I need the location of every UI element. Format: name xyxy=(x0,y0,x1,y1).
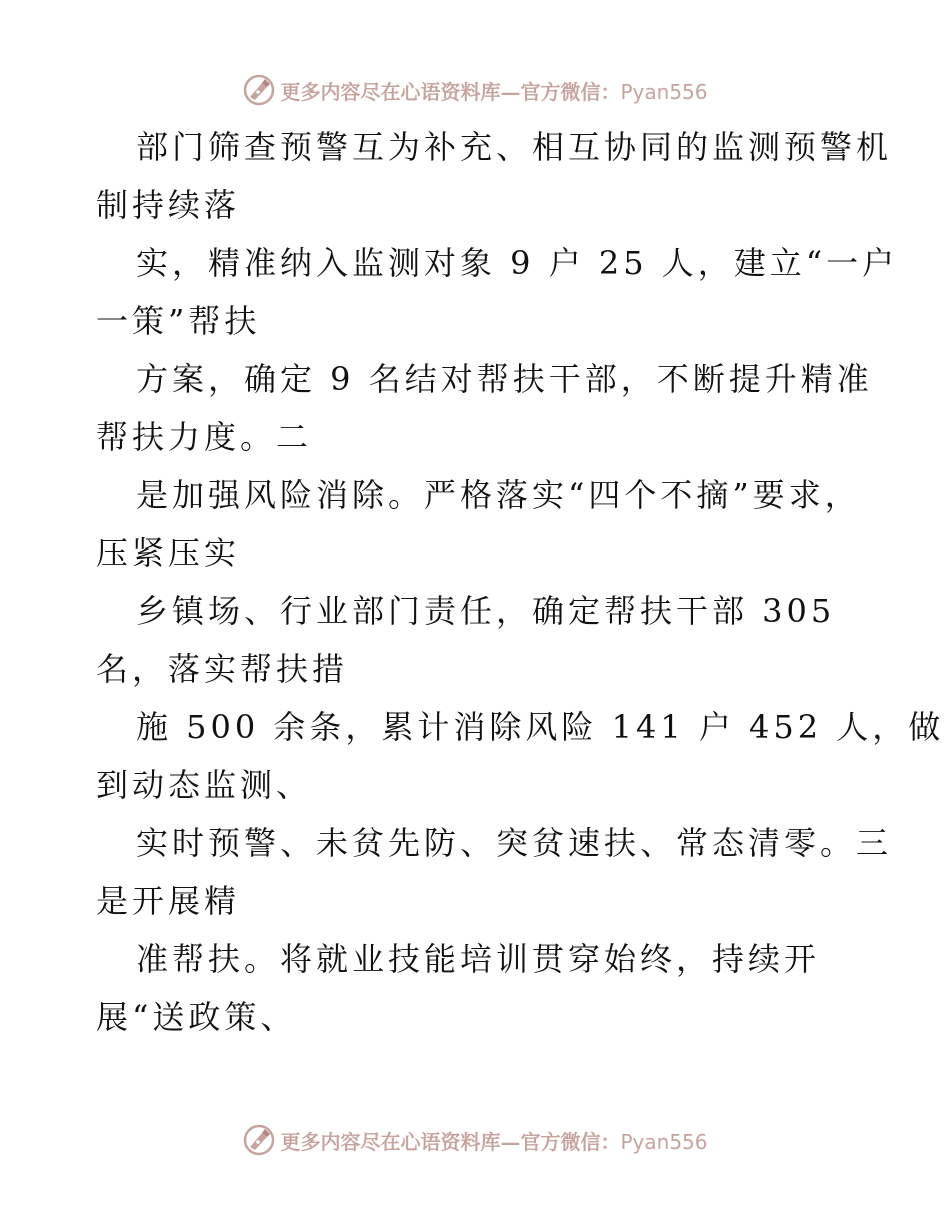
paragraph-line: 部门筛查预警互为补充、相互协同的监测预警机 xyxy=(136,128,893,166)
paragraph xyxy=(0,814,950,930)
pen-nib-logo-icon xyxy=(242,73,276,107)
paragraph-line: 压紧压实 xyxy=(96,534,241,572)
paragraph-line: 制持续落 xyxy=(96,186,241,224)
paragraph-line: 施 500 余条，累计消除风险 141 户 452 人，做 xyxy=(136,708,945,746)
paragraph xyxy=(0,118,950,234)
paragraph-line: 帮扶力度。二 xyxy=(96,418,313,456)
footer-wechat-handle: Pyan556 xyxy=(620,1129,708,1154)
paragraph xyxy=(0,698,950,814)
paragraph-line: 展“送政策、 xyxy=(96,998,297,1036)
footer-banner xyxy=(0,1120,950,1160)
paragraph-line: 实时预警、未贫先防、突贫速扶、常态清零。三 xyxy=(136,824,893,862)
pen-nib-logo-icon xyxy=(242,1123,276,1157)
paragraph-line: 准帮扶。将就业技能培训贯穿始终，持续开 xyxy=(136,940,821,978)
paragraph-line: 乡镇场、行业部门责任，确定帮扶干部 305 xyxy=(136,592,836,630)
document-body xyxy=(0,118,950,1046)
paragraph-line: 方案，确定 9 名结对帮扶干部，不断提升精准 xyxy=(136,360,873,398)
paragraph xyxy=(0,930,950,1046)
header-banner-text: 更多内容尽在心语资料库—官方微信：Pyan556 xyxy=(280,79,708,104)
header-wechat-handle: Pyan556 xyxy=(620,79,708,104)
paragraph xyxy=(0,234,950,350)
footer-banner-text: 更多内容尽在心语资料库—官方微信：Pyan556 xyxy=(280,1129,708,1154)
paragraph-line: 名，落实帮扶措 xyxy=(96,650,349,688)
paragraph-line: 实，精准纳入监测对象 9 户 25 人，建立“一户 xyxy=(136,244,899,282)
paragraph xyxy=(0,350,950,466)
paragraph-line: 一策”帮扶 xyxy=(96,302,261,340)
paragraph-line: 是开展精 xyxy=(96,882,241,920)
paragraph xyxy=(0,466,950,582)
paragraph xyxy=(0,582,950,698)
paragraph-line: 是加强风险消除。严格落实“四个不摘”要求， xyxy=(136,476,861,514)
header-banner xyxy=(0,70,950,110)
paragraph-line: 到动态监测、 xyxy=(96,766,313,804)
